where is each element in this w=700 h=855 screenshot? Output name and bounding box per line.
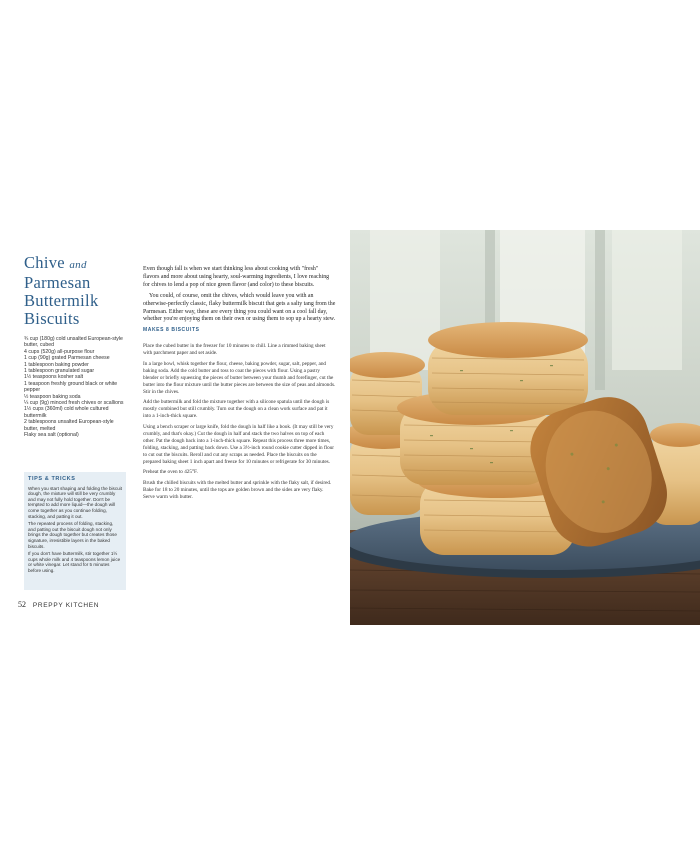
title-connector: and bbox=[69, 259, 87, 271]
biscuit-photo bbox=[350, 230, 700, 625]
recipe-title-line: Biscuits bbox=[24, 309, 80, 328]
ingredient-item: 1½ teaspoons kosher salt bbox=[24, 374, 84, 381]
ingredient-item: 1 cup (90g) grated Parmesan cheese bbox=[24, 355, 110, 362]
ingredient-item: 1½ cups (360ml) cold whole cultured buttermilk bbox=[24, 406, 109, 419]
recipe-page bbox=[0, 230, 350, 625]
page-footer bbox=[18, 600, 99, 609]
recipe-title-line: Chive and bbox=[24, 253, 87, 272]
ingredient-item: 1 tablespoon granulated sugar bbox=[24, 368, 95, 375]
tips-heading: TIPS & TRICKS bbox=[28, 476, 76, 482]
ingredient-item: 2 tablespoons unsalted European-style butter, melted bbox=[24, 419, 114, 432]
recipe-body bbox=[143, 266, 336, 504]
recipe-title-line: Buttermilk bbox=[24, 291, 99, 310]
tip-paragraph: The repeated process of folding, stacking, and patting out the biscuit dough not only brings the dough together but creates those signature, irresistible layers in the baked biscuits. bbox=[28, 521, 117, 549]
intro-paragraph: Even though fall is when we start thinking less about cooking with "fresh" flavors and more about using hearty, soul-warming ingredients, I love reaching for chives to lend a pop of nice green flavor (and color) to these biscuits. bbox=[143, 266, 330, 288]
yield-label: MAKES 8 BISCUITS bbox=[143, 327, 200, 334]
method-step: Preheat the oven to 425°F. bbox=[143, 469, 198, 476]
ingredient-item: 1 tablespoon baking powder bbox=[24, 361, 89, 368]
tip-paragraph: When you start shaping and folding the biscuit dough, the mixture will still be very crumbly and may not fully hold together. Don't be tempted to add more liquid—the dough will come together as you continue folding, stacking, and patting it out. bbox=[28, 485, 122, 519]
biscuit-photo-illustration bbox=[350, 230, 700, 625]
method-step: Using a bench scraper or large knife, fold the dough in half like a book. (It may still be very crumbly, and that's okay.) Cut the dough in half and stack the two halves on top of each other. Pat the dough back into a 1-inch-thick square. Repeat this process three more times, folding, stacking, and patting back down. Use a 3½-inch round cookie cutter dipped in flour to cut out the biscuits. Reroll and cut any scraps as needed. Place the biscuits on the prepared baking sheet 1 inch apart and freeze for 10 minutes or refrigerate for 30 minutes. bbox=[143, 423, 335, 465]
tip-paragraph: If you don't have buttermilk, stir together 1½ cups whole milk and 4 teaspoons lemon juice or white vinegar. Let stand for 5 minutes before using. bbox=[28, 551, 121, 573]
ingredient-item: ¼ cup (9g) minced fresh chives or scallions bbox=[24, 400, 124, 407]
recipe-title bbox=[24, 254, 134, 328]
recipe-title-line: Parmesan bbox=[24, 273, 91, 292]
method-step: In a large bowl, whisk together the flour, cheese, baking powder, sugar, salt, pepper, and baking soda. Add the cold butter and toss to coat the pieces with flour. Using a pastry blender or briefly squeezing the pieces of butter between your thumb and forefinger, cut the butter into the flour mixture until the butter pieces are between the size of peas and almonds. Stir in the chives. bbox=[143, 360, 336, 395]
method-step: Add the buttermilk and fold the mixture together with a silicone spatula until the dough is mostly combined but still crumbly. Turn out the dough on a clean work surface and pat it into a 1-inch-thick square. bbox=[143, 399, 330, 420]
ingredient-list bbox=[24, 336, 126, 439]
method-step: Brush the chilled biscuits with the melted butter and sprinkle with the flaky salt, if desired. Bake for 18 to 20 minutes, until the tops are golden brown and the sides are very flaky. Serve warm with butter. bbox=[143, 479, 332, 500]
tips-box bbox=[24, 472, 126, 590]
ingredient-item: ¾ cup (180g) cold unsalted European-style butter, cubed bbox=[24, 336, 123, 349]
intro-paragraph: You could, of course, omit the chives, which would leave you with an otherwise-perfectly classic, flaky buttermilk biscuit that gets a salty tang from the Parmesan. Either way, these are every thing you could want on a cool fall day, whether you're enjoying them on their own or using them to sop up a hearty stew. bbox=[143, 292, 336, 323]
ingredient-item: Flaky sea salt (optional) bbox=[24, 432, 79, 439]
method-step: Place the cubed butter in the freezer for 10 minutes to chill. Line a rimmed baking sheet with parchment paper and set aside. bbox=[143, 343, 326, 357]
ingredient-item: 1 teaspoon freshly ground black or white pepper bbox=[24, 380, 118, 394]
book-spread bbox=[0, 230, 700, 625]
book-title: PREPPY KITCHEN bbox=[32, 602, 100, 609]
ingredient-item: 4 cups (520g) all-purpose flour bbox=[24, 348, 95, 355]
ingredient-item: ½ teaspoon baking soda bbox=[24, 393, 81, 400]
page-number: 52 bbox=[18, 600, 26, 609]
